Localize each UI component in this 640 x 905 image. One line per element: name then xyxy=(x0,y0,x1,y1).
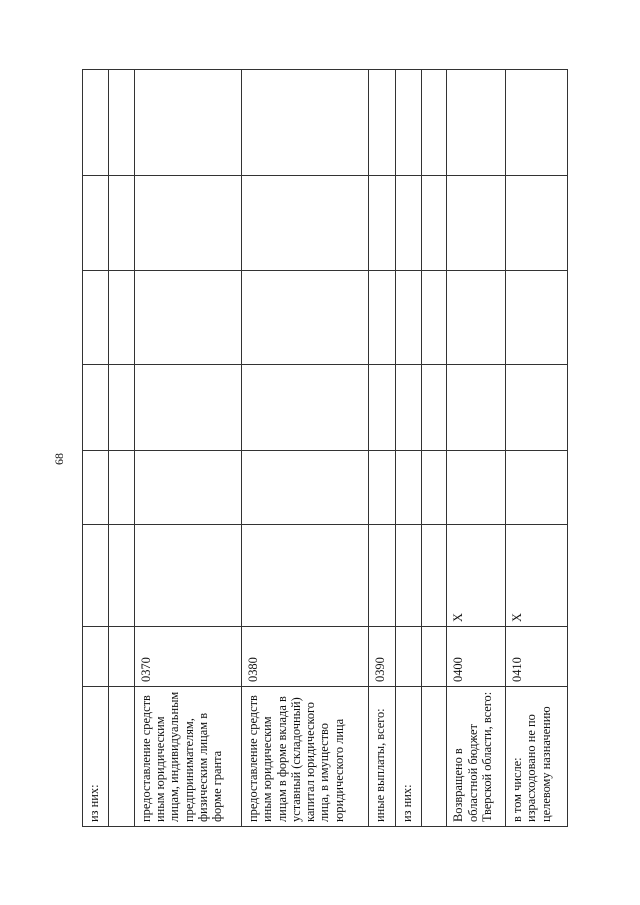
rotated-report-table xyxy=(82,70,568,827)
value-cell xyxy=(241,365,368,451)
row-code: 0370 xyxy=(134,627,241,687)
value-cell xyxy=(422,365,447,451)
row-label: из них: xyxy=(83,687,109,827)
value-cell xyxy=(395,70,421,176)
value-cell xyxy=(241,70,368,176)
value-cell xyxy=(109,365,134,451)
value-cell xyxy=(241,271,368,365)
value-cell xyxy=(447,451,506,525)
value-cell xyxy=(422,271,447,365)
row-label: иные выплаты, всего: xyxy=(368,687,395,827)
row-code: 0380 xyxy=(241,627,368,687)
value-cell xyxy=(134,176,241,271)
value-cell xyxy=(109,451,134,525)
value-cell xyxy=(506,176,568,271)
value-cell xyxy=(241,176,368,271)
value-cell xyxy=(134,271,241,365)
value-cell xyxy=(83,271,109,365)
value-cell xyxy=(83,365,109,451)
table-row xyxy=(395,70,421,827)
value-cell xyxy=(109,176,134,271)
table-row xyxy=(83,70,109,827)
table-row xyxy=(422,70,447,827)
value-cell xyxy=(395,271,421,365)
value-cell xyxy=(506,451,568,525)
value-cell xyxy=(368,365,395,451)
value-cell xyxy=(109,525,134,627)
value-cell xyxy=(506,271,568,365)
row-label xyxy=(109,687,134,827)
value-cell: X xyxy=(447,525,506,627)
row-label: предоставление средств иным юридическим лицам, индивидуальным предпринимателям, физическим лицам в форме гранта xyxy=(134,687,241,827)
value-cell xyxy=(368,451,395,525)
value-cell xyxy=(368,176,395,271)
row-code: 0400 xyxy=(447,627,506,687)
table-row xyxy=(447,70,506,827)
value-cell xyxy=(241,451,368,525)
value-cell xyxy=(134,451,241,525)
value-cell xyxy=(134,525,241,627)
value-cell xyxy=(134,365,241,451)
table-row xyxy=(134,70,241,827)
row-code xyxy=(83,627,109,687)
value-cell xyxy=(422,70,447,176)
page-number: 68 xyxy=(52,453,66,465)
value-cell xyxy=(368,271,395,365)
row-label: в том числе: израсходовано не по целевому назначению xyxy=(506,687,568,827)
value-cell xyxy=(447,365,506,451)
row-code: 0410 xyxy=(506,627,568,687)
row-code xyxy=(422,627,447,687)
value-cell xyxy=(395,176,421,271)
row-label: предоставление средств иным юридическим лицам в форме вклада в уставный (складочный) капитал юридического лица, в имущество юридического лица xyxy=(241,687,368,827)
row-label: Возвращено в областной бюджет Тверской области, всего: xyxy=(447,687,506,827)
value-cell xyxy=(83,70,109,176)
value-cell xyxy=(368,70,395,176)
row-label: из них: xyxy=(395,687,421,827)
table-row xyxy=(109,70,134,827)
value-cell xyxy=(83,176,109,271)
row-code: 0390 xyxy=(368,627,395,687)
table-row xyxy=(368,70,395,827)
value-cell xyxy=(447,176,506,271)
value-cell xyxy=(83,451,109,525)
value-cell xyxy=(83,525,109,627)
value-cell xyxy=(447,271,506,365)
value-cell: X xyxy=(506,525,568,627)
row-label xyxy=(422,687,447,827)
report-table xyxy=(82,69,568,827)
value-cell xyxy=(395,525,421,627)
row-code xyxy=(395,627,421,687)
value-cell xyxy=(109,70,134,176)
value-cell xyxy=(422,176,447,271)
value-cell xyxy=(241,525,368,627)
value-cell xyxy=(134,70,241,176)
value-cell xyxy=(395,365,421,451)
value-cell xyxy=(395,451,421,525)
value-cell xyxy=(109,271,134,365)
row-code xyxy=(109,627,134,687)
value-cell xyxy=(422,451,447,525)
value-cell xyxy=(368,525,395,627)
value-cell xyxy=(506,70,568,176)
value-cell xyxy=(506,365,568,451)
value-cell xyxy=(422,525,447,627)
table-row xyxy=(241,70,368,827)
table-row xyxy=(506,70,568,827)
value-cell xyxy=(447,70,506,176)
